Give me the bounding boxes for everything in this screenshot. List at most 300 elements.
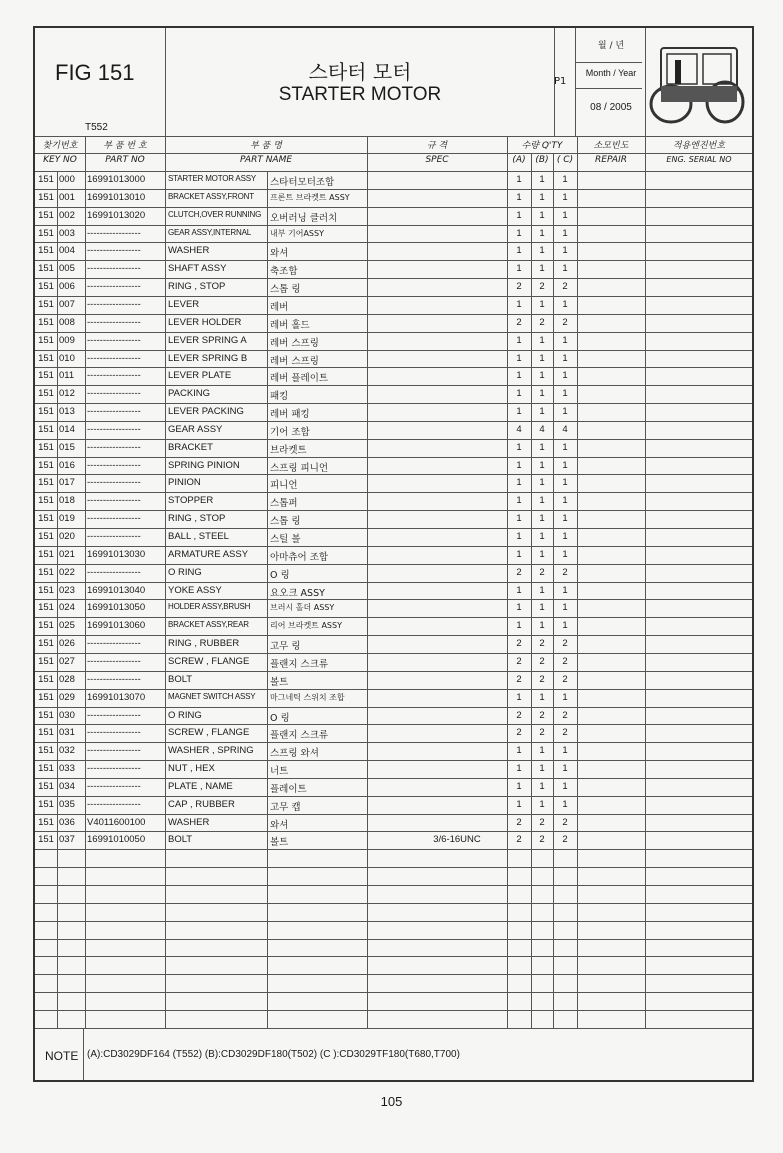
qty-b: 1: [539, 798, 545, 810]
qty-c: 1: [562, 298, 568, 310]
fig-number: 151: [38, 281, 54, 293]
qty-b: 1: [539, 191, 545, 203]
qty-b: 1: [539, 780, 545, 792]
part-name-kr: 기어 조합: [270, 426, 310, 438]
row-rule: [35, 367, 752, 368]
part-name-kr: 마그네틱 스위치 조합: [270, 692, 345, 702]
parts-sheet: [33, 26, 754, 1082]
qty-c: 2: [562, 281, 568, 293]
qty-a: 1: [516, 352, 522, 364]
qty-a: 1: [516, 406, 522, 418]
qty-a: 1: [516, 584, 522, 596]
part-name-en: O RING: [168, 566, 202, 578]
fig-number: 151: [38, 602, 54, 614]
qty-a: 1: [516, 602, 522, 614]
qty-b: 1: [539, 245, 545, 257]
qty-b: 2: [539, 816, 545, 828]
qty-a: 1: [516, 477, 522, 489]
qty-b: 1: [539, 495, 545, 507]
row-rule: [35, 653, 752, 654]
part-number: -----------------: [87, 638, 141, 650]
row-rule: [35, 992, 752, 993]
part-name-en: LEVER SPRING A: [168, 334, 247, 346]
part-number: -----------------: [87, 298, 141, 310]
part-number: 16991010050: [87, 834, 146, 846]
col-repair-en: REPAIR: [595, 155, 627, 165]
qty-a: 1: [516, 548, 522, 560]
qty-c: 1: [562, 406, 568, 418]
part-name-en: LEVER SPRING B: [168, 352, 248, 364]
col-qty-c: ( C): [556, 155, 574, 165]
row-rule: [35, 849, 752, 850]
qty-c: 1: [562, 245, 568, 257]
part-number: 16991013020: [87, 209, 146, 221]
fig-number: 151: [38, 298, 54, 310]
key-number: 025: [59, 620, 75, 632]
qty-c: 1: [562, 495, 568, 507]
title-english: STARTER MOTOR: [278, 84, 442, 105]
key-number: 031: [59, 727, 75, 739]
key-number: 029: [59, 691, 75, 703]
fig-number: 151: [38, 263, 54, 275]
part-name-kr: 리어 브라켓트 ASSY: [270, 621, 342, 631]
key-number: 006: [59, 281, 75, 293]
qty-c: 2: [562, 727, 568, 739]
part-name-en: SHAFT ASSY: [168, 263, 227, 275]
fig-number: 151: [38, 745, 54, 757]
key-number: 022: [59, 566, 75, 578]
qty-b: 2: [539, 709, 545, 721]
part-number: -----------------: [87, 245, 141, 257]
part-number: 16991013030: [87, 548, 146, 560]
part-name-en: LEVER HOLDER: [168, 316, 242, 328]
qty-c: 1: [562, 174, 568, 185]
part-name-en: BOLT: [168, 834, 193, 846]
qty-b: 1: [539, 352, 545, 364]
fig-number: 151: [38, 780, 54, 792]
part-number: -----------------: [87, 423, 141, 435]
qty-c: 2: [562, 834, 568, 846]
key-number: 017: [59, 477, 75, 489]
qty-c: 4: [562, 423, 568, 435]
key-number: 037: [59, 834, 75, 846]
part-number: 16991013040: [87, 584, 146, 596]
qty-a: 2: [516, 566, 522, 578]
row-rule: [35, 510, 752, 511]
qty-a: 1: [516, 388, 522, 400]
qty-c: 1: [562, 531, 568, 542]
fig-number: 151: [38, 531, 54, 542]
key-number: 020: [59, 531, 75, 542]
part-name-kr: 패킹: [270, 391, 289, 403]
qty-b: 2: [539, 727, 545, 739]
figure-number: FIG 151: [55, 60, 135, 85]
part-number: -----------------: [87, 531, 141, 542]
row-rule: [35, 921, 752, 922]
fig-number: 151: [38, 209, 54, 221]
part-name-kr: 너트: [270, 766, 289, 778]
col-part-kr: 부 품 번 호: [103, 141, 147, 151]
qty-c: 1: [562, 763, 568, 775]
part-number: -----------------: [87, 655, 141, 667]
qty-a: 1: [516, 620, 522, 632]
part-number: -----------------: [87, 388, 141, 400]
fig-number: 151: [38, 548, 54, 560]
fig-number: 151: [38, 174, 54, 185]
part-name-en: WASHER: [168, 245, 210, 257]
row-rule: [35, 403, 752, 404]
row-rule: [35, 332, 752, 333]
part-name-en: STOPPER: [168, 495, 214, 507]
qty-b: 2: [539, 316, 545, 328]
fig-number: 151: [38, 423, 54, 435]
note-divider: [35, 1028, 752, 1029]
key-number: 035: [59, 798, 75, 810]
row-rule: [35, 689, 752, 690]
part-name-kr: 스프링 피니언: [270, 462, 329, 474]
fig-number: 151: [38, 673, 54, 685]
issue-date: 08 / 2005: [590, 102, 632, 113]
qty-a: 2: [516, 281, 522, 293]
part-name-kr: 오버러닝 클러치: [270, 212, 338, 224]
qty-c: 2: [562, 816, 568, 828]
qty-a: 2: [516, 638, 522, 650]
qty-c: 1: [562, 334, 568, 346]
part-name-kr: 스톱 링: [270, 516, 301, 528]
fig-number: 151: [38, 352, 54, 364]
fig-number: 151: [38, 245, 54, 257]
key-number: 016: [59, 459, 75, 471]
row-rule: [35, 974, 752, 975]
col-qty-b: (B): [535, 155, 549, 165]
key-number: 008: [59, 316, 75, 328]
qty-a: 1: [516, 209, 522, 221]
fig-number: 151: [38, 406, 54, 418]
part-name-kr: 브라켓트: [270, 444, 307, 456]
key-number: 019: [59, 513, 75, 525]
part-name-en: WASHER: [168, 816, 210, 828]
row-rule: [35, 564, 752, 565]
col-part-en: PART NO: [105, 155, 145, 165]
key-number: 005: [59, 263, 75, 275]
part-name-en: PACKING: [168, 388, 211, 400]
qty-c: 1: [562, 227, 568, 239]
col-spec-kr: 규 격: [426, 141, 448, 151]
key-number: 007: [59, 298, 75, 310]
qty-b: 1: [539, 174, 545, 185]
part-number: V4011600100: [87, 816, 146, 828]
fig-number: 151: [38, 441, 54, 453]
qty-c: 1: [562, 388, 568, 400]
qty-a: 1: [516, 263, 522, 275]
part-name-kr: 레버: [270, 301, 289, 313]
qty-c: 1: [562, 691, 568, 703]
part-name-en: SCREW , FLANGE: [168, 655, 250, 667]
qty-c: 1: [562, 370, 568, 382]
qty-a: 1: [516, 495, 522, 507]
row-rule: [35, 939, 752, 940]
qty-a: 2: [516, 834, 522, 846]
fig-number: 151: [38, 620, 54, 632]
row-rule: [35, 314, 752, 315]
divider: [645, 28, 646, 136]
part-number: 16991013010: [87, 191, 146, 203]
row-rule: [35, 903, 752, 904]
divider: [165, 28, 166, 136]
model-code: T552: [85, 122, 108, 133]
part-name-en: ARMATURE ASSY: [168, 548, 249, 560]
qty-b: 1: [539, 441, 545, 453]
qty-c: 1: [562, 584, 568, 596]
qty-b: 1: [539, 477, 545, 489]
qty-b: 1: [539, 548, 545, 560]
fig-number: 151: [38, 370, 54, 382]
divider: [575, 88, 642, 89]
qty-a: 2: [516, 316, 522, 328]
fig-number: 151: [38, 191, 54, 203]
qty-c: 1: [562, 513, 568, 525]
part-name-en: GEAR ASSY,INTERNAL: [168, 227, 251, 237]
part-number: -----------------: [87, 780, 141, 792]
row-rule: [35, 350, 752, 351]
part-name-kr: 스틸 볼: [270, 534, 301, 545]
qty-a: 1: [516, 531, 522, 542]
row-rule: [35, 956, 752, 957]
page-number: 105: [380, 1094, 403, 1109]
qty-a: 1: [516, 370, 522, 382]
qty-b: 1: [539, 459, 545, 471]
key-number: 004: [59, 245, 75, 257]
fig-number: 151: [38, 227, 54, 239]
row-rule: [35, 457, 752, 458]
key-number: 023: [59, 584, 75, 596]
fig-number: 151: [38, 816, 54, 828]
part-name-kr: 볼트: [270, 837, 289, 849]
month-year-en: Month / Year: [585, 68, 637, 78]
part-name-en: CAP , RUBBER: [168, 798, 235, 810]
key-number: 011: [59, 370, 75, 382]
key-number: 018: [59, 495, 75, 507]
part-number: -----------------: [87, 281, 141, 293]
col-name-kr: 부 품 명: [250, 141, 282, 151]
qty-c: 2: [562, 655, 568, 667]
row-rule: [35, 617, 752, 618]
fig-number: 151: [38, 459, 54, 471]
part-number: -----------------: [87, 316, 141, 328]
part-number: 16991013060: [87, 620, 146, 632]
part-number: -----------------: [87, 495, 141, 507]
qty-a: 2: [516, 727, 522, 739]
qty-b: 2: [539, 566, 545, 578]
col-eng-kr: 적용엔진번호: [672, 141, 726, 151]
fig-number: 151: [38, 763, 54, 775]
qty-b: 1: [539, 620, 545, 632]
qty-a: 1: [516, 798, 522, 810]
qty-b: 2: [539, 834, 545, 846]
part-name-kr: 고무 링: [270, 641, 301, 653]
qty-b: 1: [539, 584, 545, 596]
part-name-en: BOLT: [168, 673, 193, 685]
qty-b: 1: [539, 602, 545, 614]
part-number: -----------------: [87, 441, 141, 453]
qty-c: 1: [562, 441, 568, 453]
page-label: P1: [554, 76, 567, 87]
fig-number: 151: [38, 566, 54, 578]
part-name-en: PLATE , NAME: [168, 780, 233, 792]
key-number: 033: [59, 763, 75, 775]
qty-a: 2: [516, 673, 522, 685]
qty-c: 1: [562, 602, 568, 614]
part-number: -----------------: [87, 227, 141, 239]
part-name-kr: 프론트 브라켓트 ASSY: [270, 192, 350, 202]
part-name-kr: O 링: [270, 712, 290, 724]
qty-a: 2: [516, 816, 522, 828]
qty-a: 2: [516, 655, 522, 667]
part-name-kr: 플랜지 스크류: [270, 730, 329, 742]
part-name-en: NUT , HEX: [168, 763, 215, 775]
part-name-en: WASHER , SPRING: [168, 745, 254, 757]
qty-c: 2: [562, 638, 568, 650]
col-name-en: PART NAME: [239, 155, 293, 165]
qty-b: 1: [539, 513, 545, 525]
col-repair-kr: 소모빈도: [593, 141, 629, 151]
qty-b: 1: [539, 298, 545, 310]
divider: [554, 28, 555, 136]
row-rule: [35, 421, 752, 422]
part-name-en: LEVER PLATE: [168, 370, 232, 382]
part-number: -----------------: [87, 709, 141, 721]
qty-b: 2: [539, 638, 545, 650]
fig-number: 151: [38, 834, 54, 846]
row-rule: [35, 278, 752, 279]
key-number: 009: [59, 334, 75, 346]
part-name-kr: 브러시 홀더 ASSY: [270, 603, 335, 613]
part-number: -----------------: [87, 334, 141, 346]
part-name-kr: 플랜지 스크류: [270, 658, 329, 670]
row-rule: [35, 528, 752, 529]
row-rule: [35, 867, 752, 868]
divider: [575, 62, 642, 63]
row-rule: [35, 635, 752, 636]
part-name-kr: O 링: [270, 569, 290, 581]
part-name-en: LEVER: [168, 298, 200, 310]
qty-b: 1: [539, 209, 545, 221]
part-number: -----------------: [87, 263, 141, 275]
qty-a: 1: [516, 227, 522, 239]
part-number: 16991013070: [87, 691, 146, 703]
part-name-en: GEAR ASSY: [168, 423, 223, 435]
qty-a: 1: [516, 174, 522, 185]
qty-c: 1: [562, 459, 568, 471]
part-name-kr: 와셔: [270, 248, 289, 260]
key-number: 030: [59, 709, 75, 721]
part-name-en: MAGNET SWITCH ASSY: [168, 691, 256, 701]
part-number: 16991013000: [87, 174, 146, 185]
row-rule: [35, 796, 752, 797]
part-name-en: YOKE ASSY: [168, 584, 222, 596]
qty-b: 1: [539, 763, 545, 775]
part-name-kr: 아마츄어 조합: [270, 551, 329, 563]
part-name-kr: 스타터모터조합: [270, 177, 335, 188]
part-number: -----------------: [87, 477, 141, 489]
key-number: 014: [59, 423, 75, 435]
key-number: 026: [59, 638, 75, 650]
qty-a: 4: [516, 423, 522, 435]
fig-number: 151: [38, 513, 54, 525]
part-number: -----------------: [87, 370, 141, 382]
row-rule: [35, 885, 752, 886]
qty-b: 1: [539, 531, 545, 542]
part-name-kr: 고무 캡: [270, 801, 301, 813]
part-name-en: BALL , STEEL: [168, 531, 229, 542]
fig-number: 151: [38, 316, 54, 328]
row-rule: [35, 439, 752, 440]
fig-number: 151: [38, 477, 54, 489]
qty-a: 1: [516, 745, 522, 757]
qty-b: 1: [539, 388, 545, 400]
part-number: -----------------: [87, 406, 141, 418]
col-spec-en: SPEC: [425, 155, 449, 165]
part-name-kr: 와셔: [270, 819, 289, 831]
row-rule: [35, 778, 752, 779]
part-name-en: STARTER MOTOR ASSY: [168, 174, 256, 183]
fig-number: 151: [38, 334, 54, 346]
col-key-en: KEY NO: [43, 155, 77, 165]
key-number: 032: [59, 745, 75, 757]
row-rule: [35, 474, 752, 475]
part-name-kr: 스프링 와셔: [270, 748, 319, 760]
key-number: 036: [59, 816, 75, 828]
note-label: NOTE: [45, 1049, 79, 1063]
key-number: 010: [59, 352, 75, 364]
month-year-kr: 월 / 년: [597, 41, 625, 51]
divider: [83, 1028, 84, 1080]
part-number: 16991013050: [87, 602, 146, 614]
key-number: 034: [59, 780, 75, 792]
row-rule: [35, 831, 752, 832]
part-name-kr: 내부 기어ASSY: [270, 228, 324, 238]
row-rule: [35, 242, 752, 243]
key-number: 013: [59, 406, 75, 418]
part-name-en: SCREW , FLANGE: [168, 727, 250, 739]
qty-b: 2: [539, 673, 545, 685]
divider: [575, 28, 576, 136]
part-name-kr: 스톱퍼: [270, 498, 298, 510]
fig-number: 151: [38, 798, 54, 810]
qty-c: 2: [562, 709, 568, 721]
row-rule: [35, 260, 752, 261]
part-name-en: RING , STOP: [168, 513, 226, 525]
part-name-kr: 피니언: [270, 480, 298, 492]
fig-number: 151: [38, 691, 54, 703]
fig-number: 151: [38, 638, 54, 650]
qty-a: 1: [516, 245, 522, 257]
row-rule: [35, 724, 752, 725]
qty-a: 1: [516, 441, 522, 453]
qty-b: 2: [539, 655, 545, 667]
key-number: 002: [59, 209, 75, 221]
part-number: -----------------: [87, 673, 141, 685]
row-rule: [35, 207, 752, 208]
qty-b: 1: [539, 370, 545, 382]
part-name-en: HOLDER ASSY,BRUSH: [168, 602, 251, 612]
part-number: -----------------: [87, 745, 141, 757]
qty-c: 1: [562, 745, 568, 757]
row-rule: [35, 492, 752, 493]
qty-a: 1: [516, 334, 522, 346]
part-name-en: BRACKET ASSY,FRONT: [168, 191, 254, 201]
part-number: -----------------: [87, 566, 141, 578]
